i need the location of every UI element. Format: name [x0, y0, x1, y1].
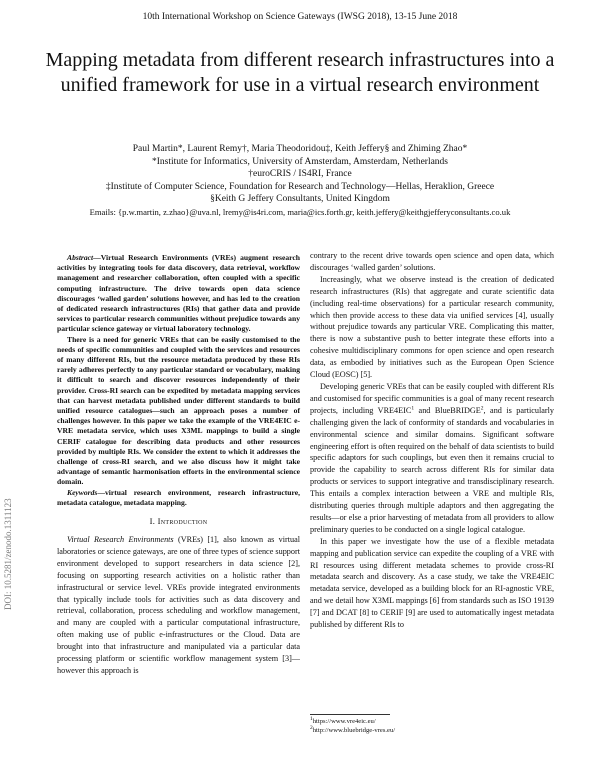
abstract-label: Abstract [67, 253, 94, 262]
affiliation-2: †euroCRIS / IS4RI, France [248, 169, 352, 179]
intro-paragraph-3: Developing generic VREs that can be easily coupled with different RIs and customised for specific communities is a goal of many recent research projects, including VRE4EIC$^1$ and BlueBRIDGE$^2$, and is particularly challenging given the lack of conformity of standards and vocabularies in environmental science and similar domains. Significant software engineering effort is often required on the behalf of data scientists to build specific adaptors for such couplings, but even then it remains crucial to provide the capability to search across different RIs for similar data products or services to support integrative and transdisciplinary research. This entails a complex interaction between a VRE and multiple RIs, distributing queries through multiple adaptors and then aggregating the results—or else a prior harvesting of metadata from all providers to allow preliminary queries to be conducted on a single logical catalogue. [310, 381, 555, 534]
affiliation-4: §Keith G Jeffery Consultants, United Kingdom [210, 194, 390, 204]
keywords: Keywords—virtual research environment, research infrastructure, metadata catalogue, metadata mapping. [57, 487, 300, 507]
intro-paragraph-1: Virtual Research Environments (VREs) [1], also known as virtual laboratories or science gateways, are one of three types of science support environment developed to support researchers in data science [2], focusing on supporting research activities on a holistic rather than infrastructural or service level. VREs provide integrated environments that typically include tools for activities such as data discovery and retrieval, collaboration, process scheduling and workflow management, and many are coupled with a particular computational infrastructure, often making use of public e-infrastructures or the Cloud. Data are brought into that infrastructure and manipulated via a particular data processing platform or scientific workflow management system [3]—however this approach is [57, 534, 300, 675]
arxiv-sidebar-identifier: DOI: 10.5281/zenodo.1311123 [3, 498, 13, 610]
footnote-2-link[interactable]: http://www.bluebridge-vres.eu/ [312, 727, 396, 734]
section-heading-introduction: I. Introduction [149, 516, 208, 527]
footnote-mark-1: 1 [411, 405, 415, 412]
intro-paragraph-2: Increasingly, what we observe instead is the creation of dedicated research infrastructures (RIs) that aggregate and curate scientific data (including real-time observations) for a particular research community, which then provide access to these data via unified services [4], usually without prejudice towards any particular VRE. Complicating this matter, there is now a substantive push to better integrate these efforts into a cohesive multidisciplinary commons for open science and open research data, as embodied by initiatives such as the European Open Science Cloud (EOSC) [5]. [310, 274, 554, 380]
emails: Emails: {p.w.martin, z.zhao}@uva.nl, lremy@is4ri.com, maria@ics.forth.gr, keith.jeffery@keithgjefferyconsultants.co.uk [89, 206, 511, 217]
paper-title: Mapping metadata from different research infrastructures into a unified framework for use in a virtual research environment [45, 49, 555, 96]
intro-continuation: contrary to the recent drive towards open science and open data, which discourages ‘walled garden’ solutions. [310, 251, 554, 272]
footnote-1-link[interactable]: https://www.vre4eic.eu/ [312, 718, 376, 725]
footnote-rule [310, 714, 390, 715]
author-block [40, 143, 560, 218]
footnotes [310, 717, 554, 735]
affiliation-3: ‡Institute of Computer Science, Foundation for Research and Technology—Hellas, Heraklion, Greece [105, 181, 495, 192]
abstract-paragraph-1: Abstract—Virtual Research Environments (VREs) augment research activities by integrating tools for data discovery, data retrieval, workflow management and researcher collaboration, often coupled with a specific computing infrastructure. The drive towards open data science discourages ‘walled garden’ solutions however, and has led to the creation of dedicated research infrastructures (RIs) that gather data and provide services to particular research communities without prejudice towards any particular science gateway or virtual laboratory technology. [57, 253, 300, 334]
footnote-mark-2: 2 [480, 405, 484, 412]
author-list: Paul Martin*, Laurent Remy†, Maria Theodoridou‡, Keith Jeffery§ and Zhiming Zhao* [132, 144, 468, 154]
intro-term: Virtual Research Environments [67, 534, 174, 544]
footnote-2: $^2$http://www.bluebridge-vres.eu/ [310, 724, 396, 734]
keywords-label: Keywords [67, 487, 98, 497]
left-column [57, 253, 300, 677]
affiliation-1: *Institute for Informatics, University of Amsterdam, Amsterdam, Netherlands [151, 156, 449, 167]
abstract [57, 253, 300, 508]
footnote-1: $^1$https://www.vre4eic.eu/ [310, 715, 376, 725]
right-column [310, 250, 554, 631]
conference-header: 10th International Workshop on Science Gateways (IWSG 2018), 13-15 June 2018 [142, 12, 458, 22]
abstract-paragraph-2: There is a need for generic VREs that can be easily customised to the needs of specific communities and coupled with the services and resources of many different RIs, but the resource metadata produced by these RIs rarely adheres perfectly to any particular standard or vocabulary, making it difficult to search and discover resources independently of their provider. Cross-RI search can be expedited by metadata mapping services that can harvest metadata published under different standards to build unified resource catalogues—such an approach poses a number of challenges however. In this paper we take the example of the VRE4EIC e-VRE metadata service, which uses X3ML mappings to build a single CERIF catalogue for describing data products and other resources provided by multiple RIs. We consider the extent to which it addresses the challenge of cross-RI search, and we also discuss how it might take advantage of semantic harmonisation efforts in the environmental science domain. [57, 334, 300, 487]
intro-paragraph-4: In this paper we investigate how the use of a flexible metadata mapping and publication service can expedite the coupling of a VRE with RI resources using different metadata schemes to provide cross-RI metadata search and discovery. As a case study, we take the VRE4EIC metadata service, developed as a building block for an RI-agnostic VRE, and we detail how X3ML mappings [6] from standards such as ISO 19139 [7] and DCAT [8] to CERIF [9] are used to automatically ingest metadata published by different RIs to [310, 536, 554, 630]
